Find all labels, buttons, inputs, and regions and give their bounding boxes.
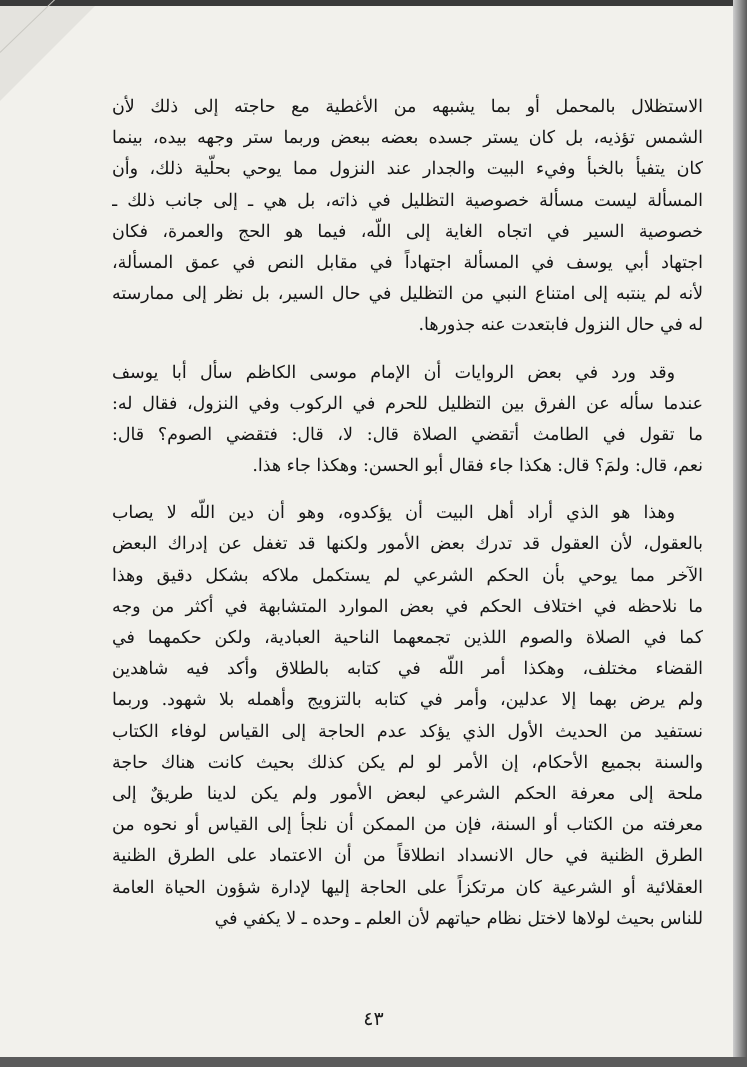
text-line: خصوصية السير في اتجاه الغاية إلى اللّه، فيما هو الحج والعمرة، فكان <box>112 221 703 242</box>
text-line: ما نلاحظه في اختلاف الحكم في بعض الموارد المتشابهة في أكثر من وجه <box>112 596 703 617</box>
text-line: المسألة ليست مسألة خصوصية التظليل في ذاته، بل هي ـ إلى جانب ذلك ـ <box>112 190 703 211</box>
scan-bottom-edge <box>0 1057 747 1067</box>
text-line: اجتهاد أبي يوسف في المسألة اجتهاداً في مقابل النص في عمق المسألة، <box>112 252 703 273</box>
scan-top-edge <box>0 0 747 6</box>
text-line: بالعقول، لأن العقول قد تدرك بعض الأمور ولكنها قد تغفل عن إدراك البعض <box>112 534 703 555</box>
text-line: نعم، قال: ولمَ؟ قال: هكذا جاء فقال أبو الحسن: وهكذا جاء هذا. <box>252 456 703 477</box>
page-body <box>112 92 703 935</box>
text-line: نستفيد من الحديث الأول الذي يؤكد عدم الحاجة إلى القياس لوفاء الكتاب <box>112 721 703 742</box>
text-line: ولم يرض بهما إلا عدلين، وأمر في كتابه بالتزويج وأهمله بلا شهود. وربما <box>112 690 703 711</box>
text-line: العقلائية أو الشرعية كان مرتكزاً على الحاجة إليها لإدارة شؤون الحياة العامة <box>112 877 703 898</box>
text-line: ما تقول في الطامث أتقضي الصلاة قال: لا، قال: فتقضي الصوم؟ قال: <box>112 424 703 445</box>
text-line: والسنة بجميع الأحكام، إن الأمر لو لم يكن كذلك بحيث كانت هناك حاجة <box>112 752 703 773</box>
text-line: الطرق الظنية في حال الانسداد انطلاقاً من أن الاعتماد على الطرق الظنية <box>112 846 703 867</box>
text-line: الآخر مما يوحي بأن الحكم الشرعي لم يستكمل ملاكه بشكل دقيق وهذا <box>112 565 703 586</box>
text-line: معرفته من الكتاب أو السنة، فإن من الممكن أن نلجأ إلى القياس أو نحوه من <box>112 815 703 836</box>
text-line: القضاء مختلف، وهكذا أمر اللّه في كتابه بالطلاق وأكد فيه شاهدين <box>112 659 703 680</box>
text-line: الشمس تؤذيه، بل كان يستر جسده بعضه ببعض وربما ستر وجهه بيده، بينما <box>112 128 703 149</box>
text-line: وهذا هو الذي أراد أهل البيت أن يؤكدوه، وهو أن دين اللّه لا يصاب <box>112 503 675 524</box>
text-line: كان يتفيأ بالخبأ وفيء البيت والجدار عند النزول مما يوحي بحلّية ذلك، وأن <box>112 159 703 180</box>
text-line: له في حال النزول فابتعدت عنه جذورها. <box>418 315 703 336</box>
text-line: عندما سأله عن الفرق بين التظليل للحرم في الركوب وفي النزول، فقال له: <box>112 393 703 414</box>
text-line: للناس بحيث لولاها لاختل نظام حياتهم لأن العلم ـ وحده ـ لا يكفي في <box>214 908 703 929</box>
scan-right-edge <box>733 0 747 1067</box>
paragraph-2 <box>112 358 703 483</box>
page-number: ٤٣ <box>363 1008 384 1030</box>
text-line: الاستظلال بالمحمل أو بما يشبهه من الأغطية مع حاجته إلى ذلك لأن <box>112 97 703 117</box>
paragraph-3 <box>112 498 703 935</box>
text-line: ملحة إلى معرفة الحكم الشرعي لبعض الأمور ولم يكن لدينا طريقٌ إلى <box>112 783 703 804</box>
text-line: كما في الصلاة والصوم اللذين تجمعهما الناحية العبادية، ولكن حكمهما في <box>112 628 703 648</box>
paragraph-1 <box>112 92 703 342</box>
text-line: وقد ورد في بعض الروايات أن الإمام موسى الكاظم سأل أبا يوسف <box>112 362 675 383</box>
text-line: لأنه لم ينتبه إلى امتناع النبي من التظليل في حال السير، بل نظر إلى ممارسته <box>112 284 703 305</box>
folded-corner <box>0 6 95 101</box>
